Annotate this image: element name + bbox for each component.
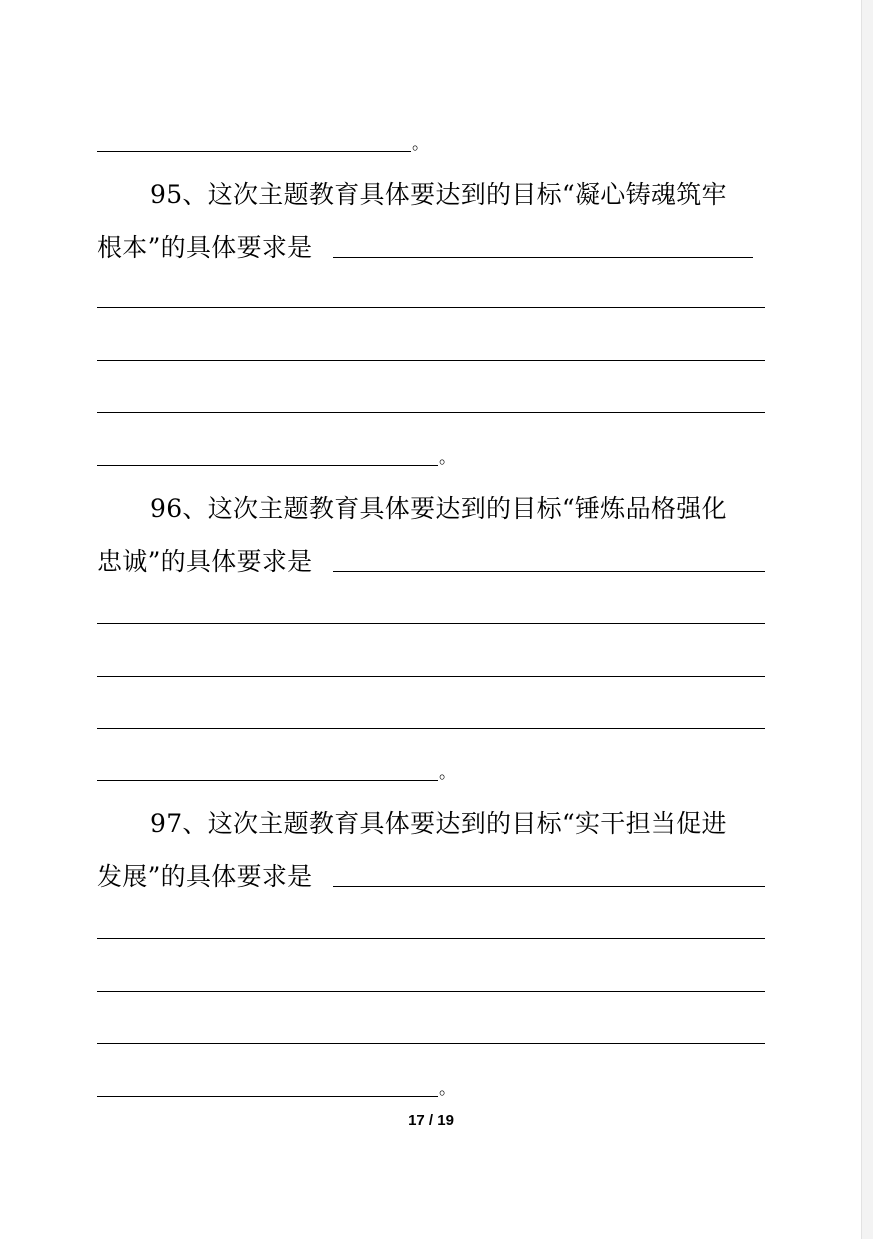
answer-blank-line: [97, 412, 765, 413]
answer-blank-line: [97, 938, 765, 939]
end-period: 。: [439, 448, 456, 468]
question-97-line2: 发展”的具体要求是: [97, 862, 313, 891]
question-96-line1: 96、这次主题教育具体要达到的目标“锤炼品格强化: [150, 494, 727, 523]
question-95-line1: 95、这次主题教育具体要达到的目标“凝心铸魂筑牢: [150, 180, 727, 209]
answer-blank-line: [97, 307, 765, 308]
scrollbar-track[interactable]: [861, 0, 873, 1239]
question-96-line2: 忠诚”的具体要求是: [97, 547, 313, 576]
answer-blank-line: [97, 728, 765, 729]
answer-blank-line: [97, 780, 438, 781]
answer-blank-line: [97, 1043, 765, 1044]
answer-blank-line: [97, 991, 765, 992]
answer-blank-line: [97, 151, 411, 152]
end-period: 。: [412, 134, 429, 154]
answer-blank-line: [97, 1096, 438, 1097]
answer-blank-line: [333, 886, 765, 887]
answer-blank-line: [97, 360, 765, 361]
answer-blank-line: [333, 571, 765, 572]
question-97-line1: 97、这次主题教育具体要达到的目标“实干担当促进: [150, 809, 727, 838]
answer-blank-line: [333, 257, 753, 258]
answer-blank-line: [97, 623, 765, 624]
answer-blank-line: [97, 465, 438, 466]
page-number: 17 / 19: [408, 1112, 454, 1129]
question-95-line2: 根本”的具体要求是: [97, 233, 313, 262]
end-period: 。: [439, 1079, 456, 1099]
end-period: 。: [439, 763, 456, 783]
answer-blank-line: [97, 676, 765, 677]
